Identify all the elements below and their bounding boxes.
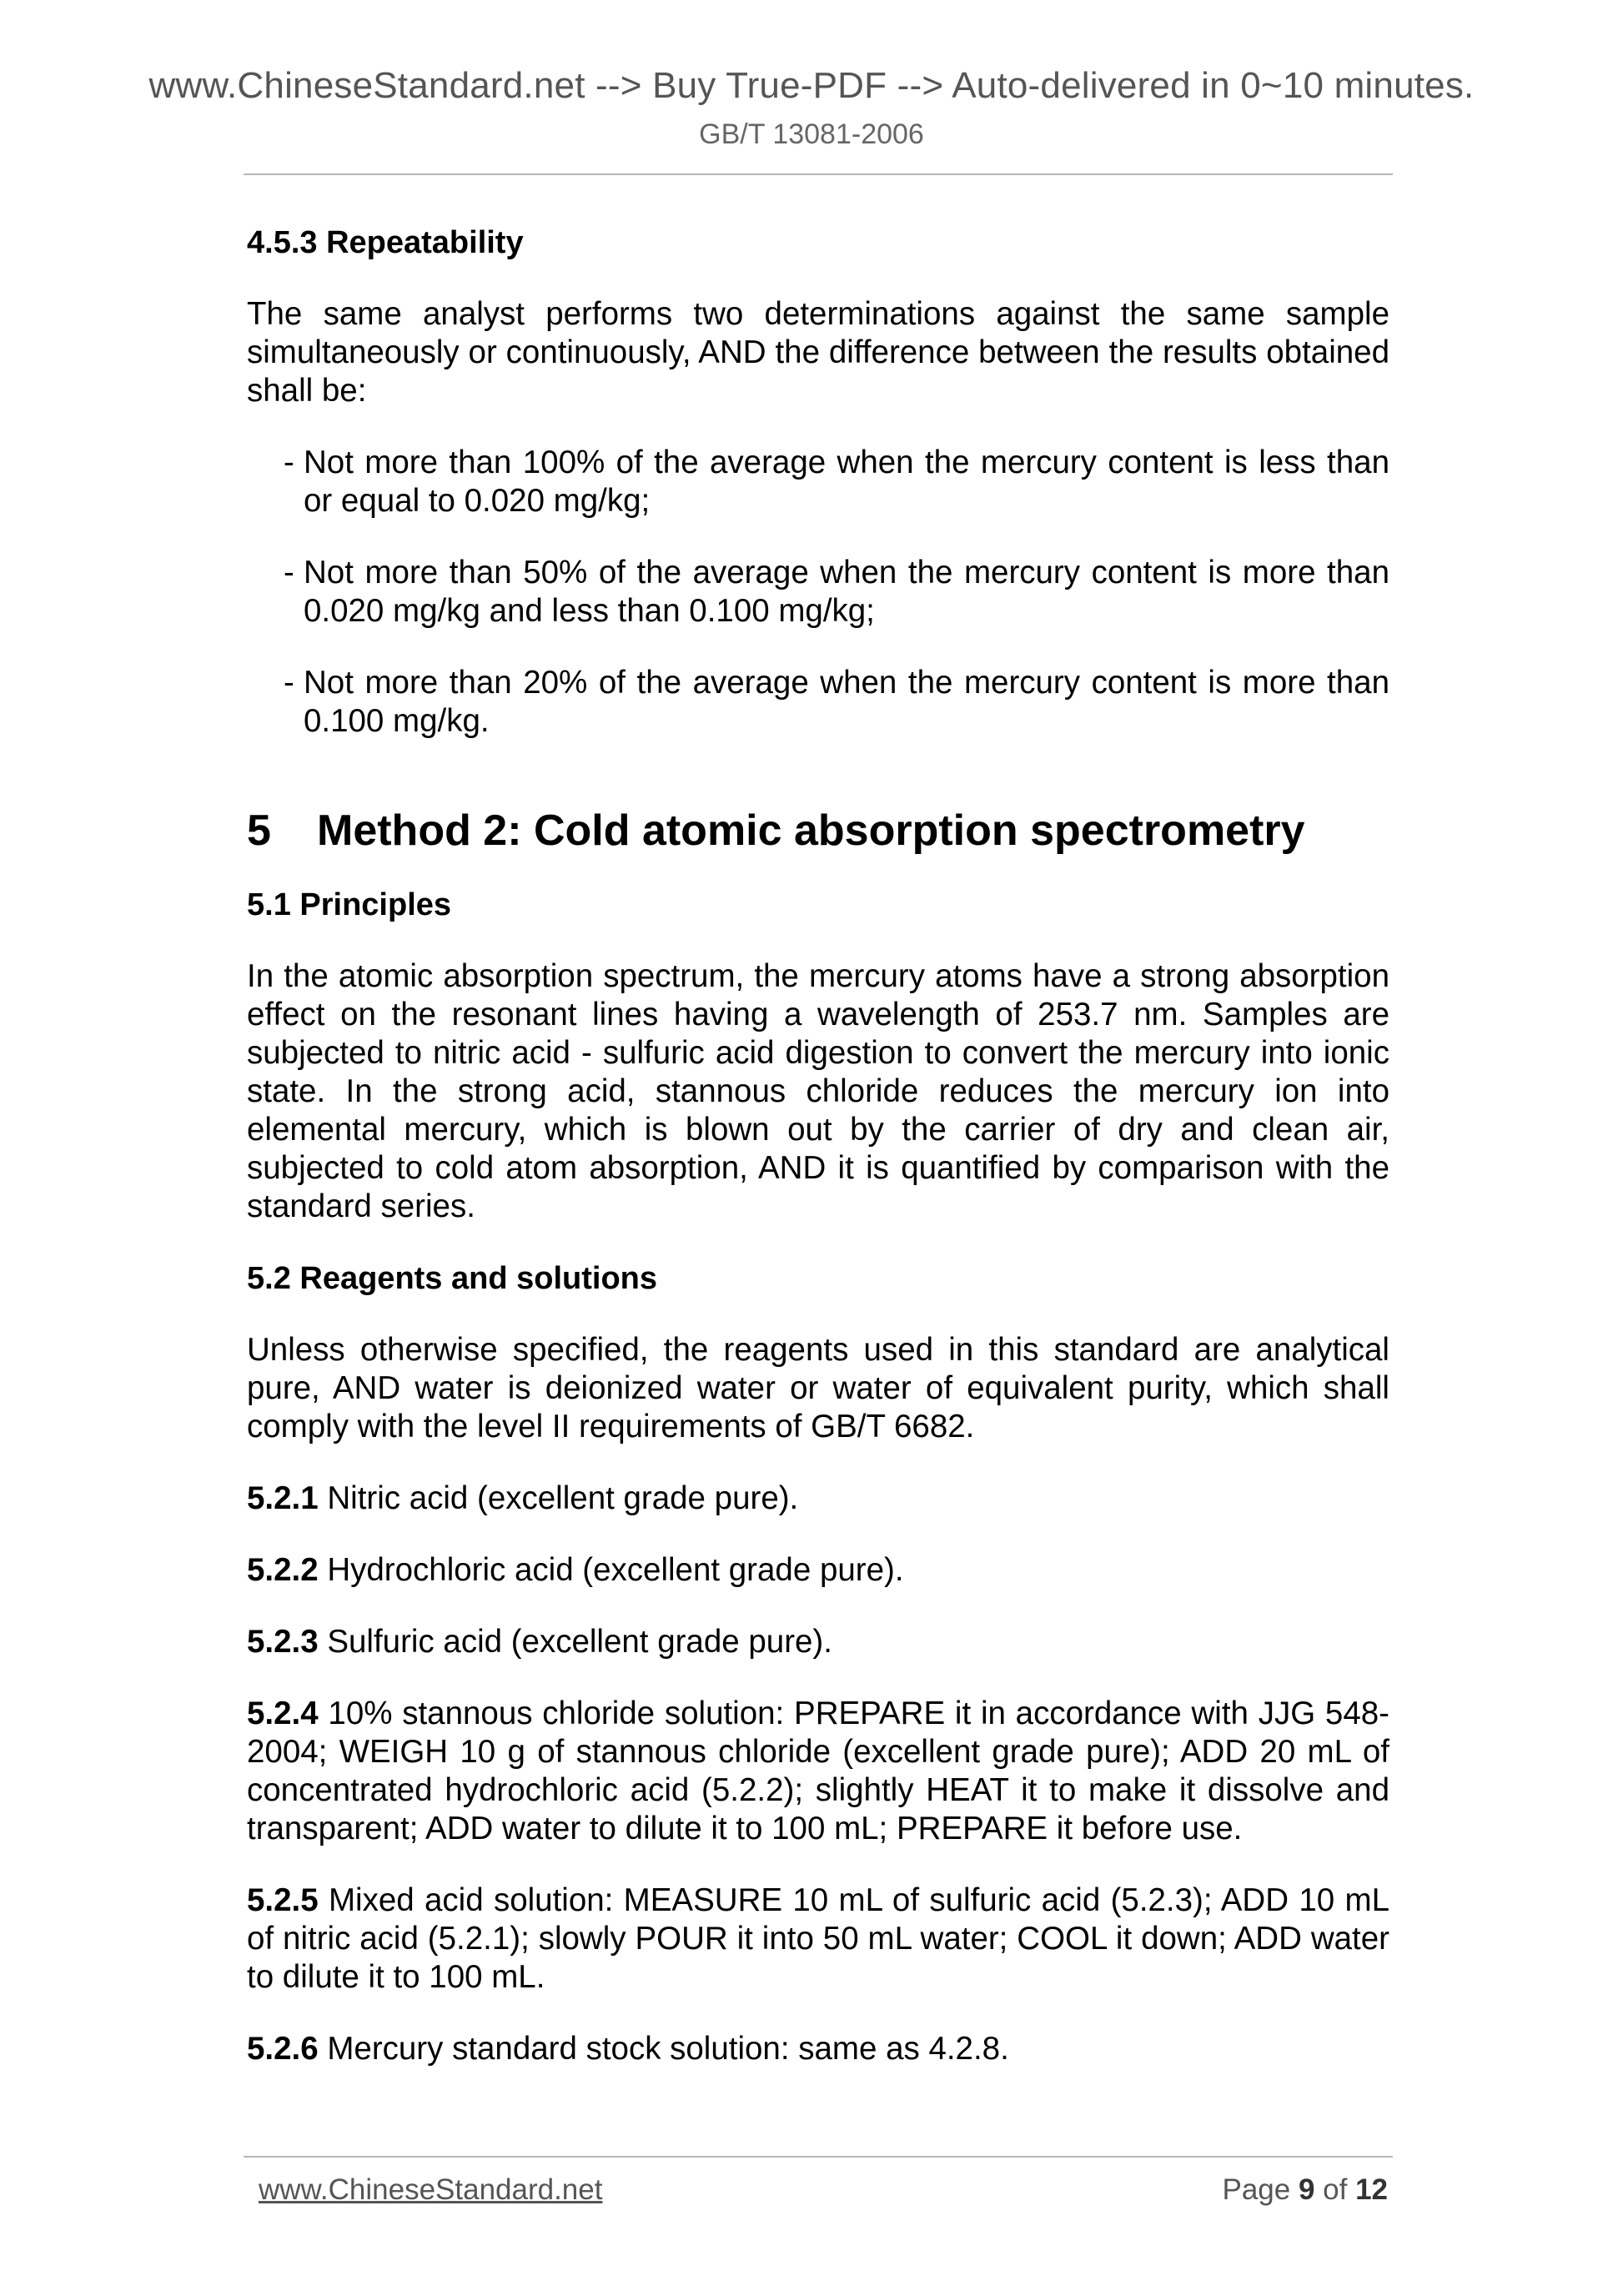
clause-text: Mixed acid solution: MEASURE 10 mL of sulfuric acid (5.2.3); ADD 10 mL of nitric acid (5.2.1); slowly POUR it into 50 mL water; COOL it down; ADD water to dilute it to 100 mL. <box>247 1882 1389 1995</box>
total-pages: 12 <box>1355 2173 1388 2206</box>
paragraph-principles: In the atomic absorption spectrum, the mercury atoms have a strong absorption effect on the resonant lines having a wavelength of 253.7 nm. Samples are subjected to nitric acid - sulfuric acid digestion to convert the mercury into ionic state. In the strong acid, stannous chloride reduces the mercury ion into elemental mercury, which is blown out by the carrier of dry and clean air, subjected to cold atom absorption, AND it is quantified by comparison with the standard series. <box>247 958 1389 1224</box>
list-item-text: Not more than 100% of the average when the mercury content is less than or equal to 0.020 mg/kg; <box>304 445 1389 519</box>
page-number <box>1222 2173 1388 2207</box>
clause-number: 5.2.2 <box>247 1552 319 1588</box>
reagent-item-5-2-5 <box>247 1882 1389 1997</box>
bullet-marker: - <box>284 555 294 590</box>
page-content <box>247 224 1389 2102</box>
paragraph-repeatability: The same analyst performs two determinations against the same sample simultaneously or continuously, AND the difference between the results obtained shall be: <box>247 296 1389 409</box>
header-divider <box>244 173 1393 175</box>
heading-4-5-3: 4.5.3 Repeatability <box>247 225 524 260</box>
list-item <box>247 554 1389 631</box>
clause-number: 5.2.6 <box>247 2031 319 2067</box>
clause-number: 5.2.4 <box>247 1696 319 1731</box>
reagent-item-5-2-2 <box>247 1551 1389 1590</box>
clause-text: 10% stannous chloride solution: PREPARE it in accordance with JJG 548-2004; WEIGH 10 g of stannous chloride (excellent grade pure); ADD 20 mL of concentrated hydrochloric acid (5.2.2); slightly HEAT it to make it dissolve and transparent; ADD water to dilute it to 100 mL; PREPARE it before use. <box>247 1696 1389 1846</box>
reagent-item-5-2-6 <box>247 2030 1389 2068</box>
clause-text: Hydrochloric acid (excellent grade pure). <box>318 1552 904 1588</box>
heading-5-2: 5.2 Reagents and solutions <box>247 1261 657 1296</box>
clause-number: 5.2.5 <box>247 1882 319 1918</box>
clause-text: Sulfuric acid (excellent grade pure). <box>318 1624 832 1660</box>
clause-number: 5.2.3 <box>247 1624 319 1660</box>
reagent-item-5-2-1 <box>247 1480 1389 1518</box>
footer-website-link[interactable]: www.ChineseStandard.net <box>259 2173 603 2206</box>
list-item <box>247 444 1389 520</box>
section-title: Method 2: Cold atomic absorption spectrometry <box>317 806 1305 855</box>
clause-text: Mercury standard stock solution: same as 4.2.8. <box>318 2031 1009 2067</box>
current-page: 9 <box>1298 2173 1315 2206</box>
header-banner: www.ChineseStandard.net --> Buy True-PDF --> Auto-delivered in 0~10 minutes. <box>148 65 1475 106</box>
page-of: of <box>1314 2173 1356 2206</box>
bullet-marker: - <box>284 665 294 701</box>
paragraph-reagents: Unless otherwise specified, the reagents used in this standard are analytical pure, AND water is deionized water or water of equivalent purity, which shall comply with the level II requirements of GB/T 6682. <box>247 1332 1389 1444</box>
clause-text: Nitric acid (excellent grade pure). <box>318 1480 799 1516</box>
section-number: 5 <box>247 806 271 855</box>
heading-5-1: 5.1 Principles <box>247 887 452 922</box>
list-item-text: Not more than 20% of the average when the mercury content is more than 0.100 mg/kg. <box>304 665 1389 739</box>
list-item-text: Not more than 50% of the average when the mercury content is more than 0.020 mg/kg and less than 0.100 mg/kg; <box>304 555 1389 629</box>
reagent-item-5-2-3 <box>247 1623 1389 1661</box>
page-prefix: Page <box>1222 2173 1299 2206</box>
footer-divider <box>244 2156 1393 2158</box>
reagent-item-5-2-4 <box>247 1695 1389 1848</box>
bullet-marker: - <box>284 445 294 480</box>
clause-number: 5.2.1 <box>247 1480 319 1516</box>
heading-section-5 <box>247 806 1389 856</box>
standard-code: GB/T 13081-2006 <box>699 118 924 150</box>
list-item <box>247 664 1389 741</box>
